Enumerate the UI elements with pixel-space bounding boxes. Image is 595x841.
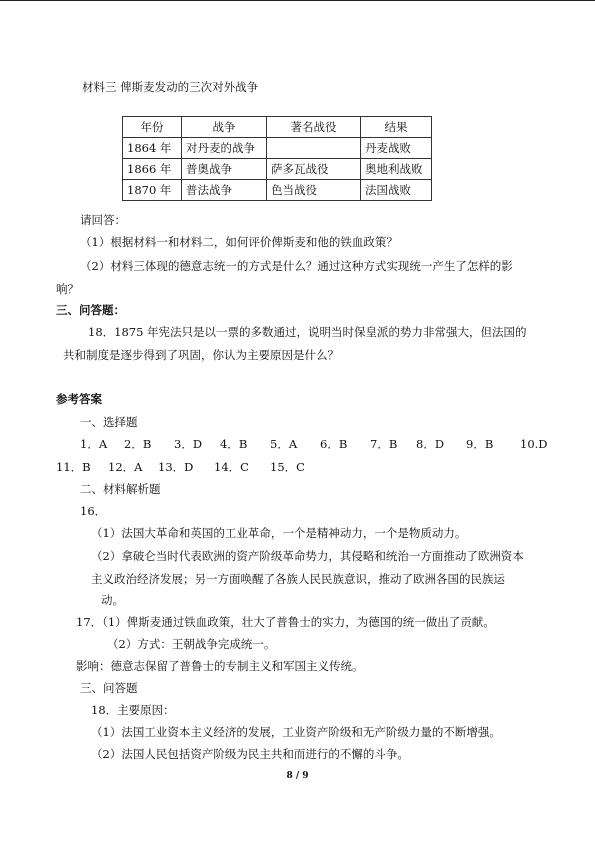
question-2-line1: （2）材料三体现的德意志统一的方式是什么？通过这种方式实现统一产生了怎样的影 (80, 259, 513, 273)
header-war: 战争 (182, 117, 267, 138)
cell-war: 对丹麦的战争 (182, 138, 267, 159)
mc-answer: 9．B (466, 437, 494, 451)
answers-section3: 三、问答题 (80, 681, 138, 695)
header-rule (0, 0, 595, 1)
answer-17-3: 影响：德意志保留了普鲁士的专制主义和军国主义传统。 (76, 659, 364, 673)
answer-18-2: （2）法国人民包括资产阶级为民主共和而进行的不懈的斗争。 (91, 747, 409, 761)
cell-year: 1866 年 (123, 159, 182, 180)
cell-result: 丹麦战败 (361, 138, 432, 159)
mc-answer: 12．A (108, 460, 143, 474)
cell-war: 普法战争 (182, 180, 267, 201)
mc-answer: 14．C (214, 460, 249, 474)
table-row (123, 138, 432, 159)
answer-17-1: 17．（1）俾斯麦通过铁血政策，壮大了普鲁士的实力，为德国的统一做出了贡献。 (76, 615, 495, 629)
section3-heading: 三、问答题： (56, 303, 125, 317)
cell-year: 1864 年 (123, 138, 182, 159)
question-18-line1: 18．1875 年宪法只是以一票的多数通过，说明当时保皇派的势力非常强大，但法国的 (88, 325, 527, 339)
cell-battle (267, 138, 361, 159)
mc-answer: 7．B (370, 437, 398, 451)
mc-answer: 3．D (174, 437, 203, 451)
cell-battle: 萨多瓦战役 (267, 159, 361, 180)
mc-answer: 10.D (520, 437, 548, 451)
material3-title: 材料三 俾斯麦发动的三次对外战争 (82, 80, 259, 94)
mc-answer: 4．B (220, 437, 248, 451)
header-result: 结果 (361, 117, 432, 138)
table-row (123, 180, 432, 201)
cell-result: 奥地利战败 (361, 159, 432, 180)
cell-result: 法国战败 (361, 180, 432, 201)
table-row (123, 159, 432, 180)
question-1: （1）根据材料一和材料二，如何评价俾斯麦和他的铁血政策？ (80, 235, 398, 249)
answers-heading: 参考答案 (56, 392, 102, 406)
answer-16-2-line2: 主义政治经济发展；另一方面唤醒了各族人民民族意识，推动了欧洲各国的民族运 (91, 572, 505, 586)
mc-answer: 13．D (158, 460, 194, 474)
mc-answer: 6．B (320, 437, 348, 451)
answers-section2: 二、材料解析题 (80, 482, 161, 496)
answer-18-head: 18．主要原因： (91, 703, 175, 717)
cell-year: 1870 年 (123, 180, 182, 201)
page-number: 8 / 9 (286, 771, 309, 781)
war-table (122, 116, 432, 201)
answer-16-number: 16． (80, 504, 107, 518)
answer-18-1: （1）法国工业资本主义经济的发展，工业资产阶级和无产阶级力量的不断增强。 (91, 725, 501, 739)
answer-16-2-line3: 动。 (101, 593, 124, 607)
question-2-line2: 响？ (56, 282, 79, 296)
question-18-line2: 共和制度是逐步得到了巩固，你认为主要原因是什么？ (63, 348, 339, 362)
answer-16-2-line1: （2）拿破仑当时代表欧洲的资产阶级革命势力，其侵略和统治一方面推动了欧洲资本 (91, 549, 524, 563)
mc-answer: 5．A (270, 437, 298, 451)
mc-answer: 15．C (270, 460, 305, 474)
please-answer: 请回答： (80, 213, 126, 227)
table-header-row (123, 117, 432, 138)
header-battle: 著名战役 (267, 117, 361, 138)
answers-section1: 一、选择题 (80, 415, 138, 429)
header-year: 年份 (123, 117, 182, 138)
cell-battle: 色当战役 (267, 180, 361, 201)
answer-16-1: （1）法国大革命和英国的工业革命，一个是精神动力，一个是物质动力。 (91, 526, 467, 540)
answer-17-2: （2）方式：王朝战争完成统一。 (107, 637, 276, 651)
cell-war: 普奥战争 (182, 159, 267, 180)
mc-answer: 2．B (124, 437, 152, 451)
mc-answer: 1．A (80, 437, 108, 451)
mc-answer: 8．D (416, 437, 445, 451)
mc-answer: 11．B (56, 460, 91, 474)
